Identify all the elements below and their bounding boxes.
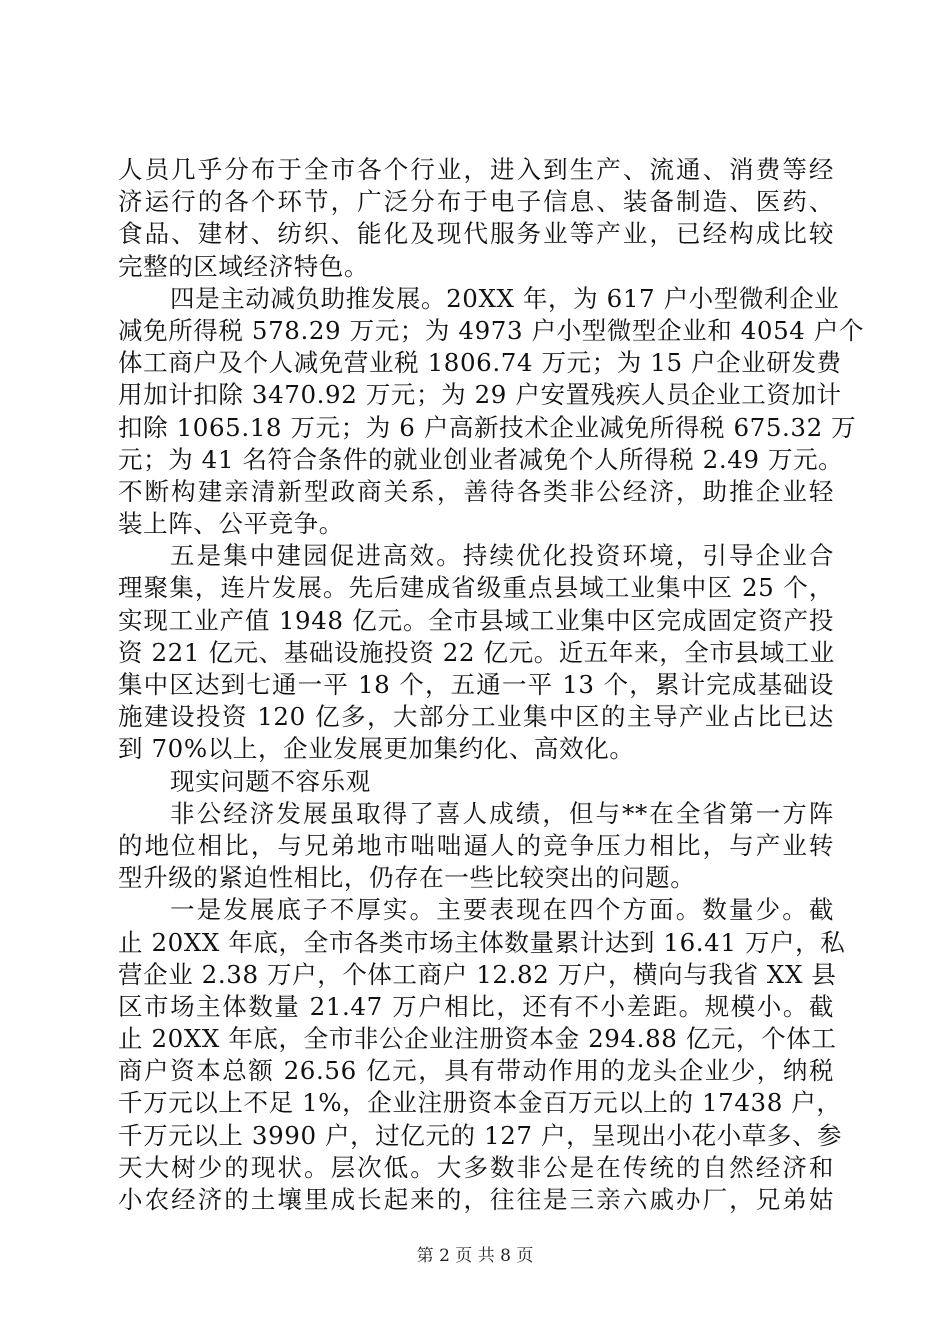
- text-line: 装上阵、公平竞争。: [118, 509, 344, 539]
- text-line: 减免所得税 578.29 万元；为 4973 户小型微型企业和 4054 户个: [118, 315, 865, 345]
- text-line: 营企业 2.38 万户，个体工商户 12.82 万户，横向与我省 XX 县: [118, 959, 837, 989]
- document-body: [118, 154, 865, 1216]
- text-line: 用加计扣除 3470.92 万元；为 29 户安置残疾人员企业工资加计: [118, 380, 842, 410]
- text-line: 施建设投资 120 亿多，大部分工业集中区的主导产业占比已达: [118, 702, 834, 732]
- text-line: 元；为 41 名符合条件的就业创业者减免个人所得税 2.49 万元。: [118, 444, 844, 474]
- section-heading: 现实问题不容乐观: [170, 766, 371, 796]
- text-line: 区市场主体数量 21.47 万户相比，还有不小差距。规模小。截: [118, 991, 834, 1021]
- text-line: 人员几乎分布于全市各个行业，进入到生产、流通、消费等经: [118, 155, 834, 184]
- text-line: 实现工业产值 1948 亿元。全市县域工业集中区完成固定资产投: [118, 605, 834, 635]
- text-line: 的地位相比，与兄弟地市咄咄逼人的竞争压力相比，与产业转: [118, 830, 834, 860]
- text-line: 千万元以上 3990 户，过亿元的 127 户，呈现出小花小草多、参: [118, 1120, 843, 1150]
- text-line: 理聚集，连片发展。先后建成省级重点县域工业集中区 25 个，: [118, 573, 834, 603]
- text-line: 资 221 亿元、基础设施投资 22 亿元。近五年来，全市县域工业: [118, 637, 835, 667]
- page-number-footer: 第 2 页 共 8 页: [416, 1246, 534, 1266]
- text-line: 千万元以上不足 1%，企业注册资本金百万元以上的 17438 户，: [118, 1088, 842, 1118]
- text-line: 止 20XX 年底，全市各类市场主体数量累计达到 16.41 万户，私: [118, 927, 846, 957]
- text-line: 济运行的各个环节，广泛分布于电子信息、装备制造、医药、: [118, 187, 834, 217]
- text-line: 扣除 1065.18 万元；为 6 户高新技术企业减免所得税 675.32 万: [118, 412, 857, 442]
- text-line: 止 20XX 年底，全市非公企业注册资本金 294.88 亿元，个体工: [118, 1024, 837, 1054]
- text-line: 天大树少的现状。层次低。大多数非公是在传统的自然经济和: [118, 1152, 834, 1182]
- text-line: 体工商户及个人减免营业税 1806.74 万元；为 15 户企业研发费: [118, 348, 842, 378]
- paragraph-start-line: 四是主动减负助推发展。20XX 年，为 617 户小型微利企业: [170, 283, 840, 313]
- text-line: 型升级的紧迫性相比，仍存在一些比较突出的问题。: [118, 863, 696, 893]
- text-line: 食品、建材、纺织、能化及现代服务业等产业，已经构成比较: [118, 219, 834, 249]
- paragraph-start-line: 非公经济发展虽取得了喜人成绩，但与**在全省第一方阵: [170, 798, 834, 828]
- text-line: 完整的区域经济特色。: [118, 251, 369, 281]
- text-line: 不断构建亲清新型政商关系，善待各类非公经济，助推企业轻: [118, 476, 834, 506]
- text-line: 集中区达到七通一平 18 个，五通一平 13 个，累计完成基础设: [118, 670, 834, 699]
- paragraph-start-line: 五是集中建园促进高效。持续优化投资环境，引导企业合: [170, 541, 834, 571]
- text-line: 小农经济的土壤里成长起来的，往往是三亲六戚办厂，兄弟姑: [118, 1185, 834, 1214]
- paragraph-start-line: 一是发展底子不厚实。主要表现在四个方面。数量少。截: [170, 895, 834, 925]
- text-line: 到 70%以上，企业发展更加集约化、高效化。: [118, 734, 635, 764]
- text-line: 商户资本总额 26.56 亿元，具有带动作用的龙头企业少，纳税: [118, 1056, 834, 1086]
